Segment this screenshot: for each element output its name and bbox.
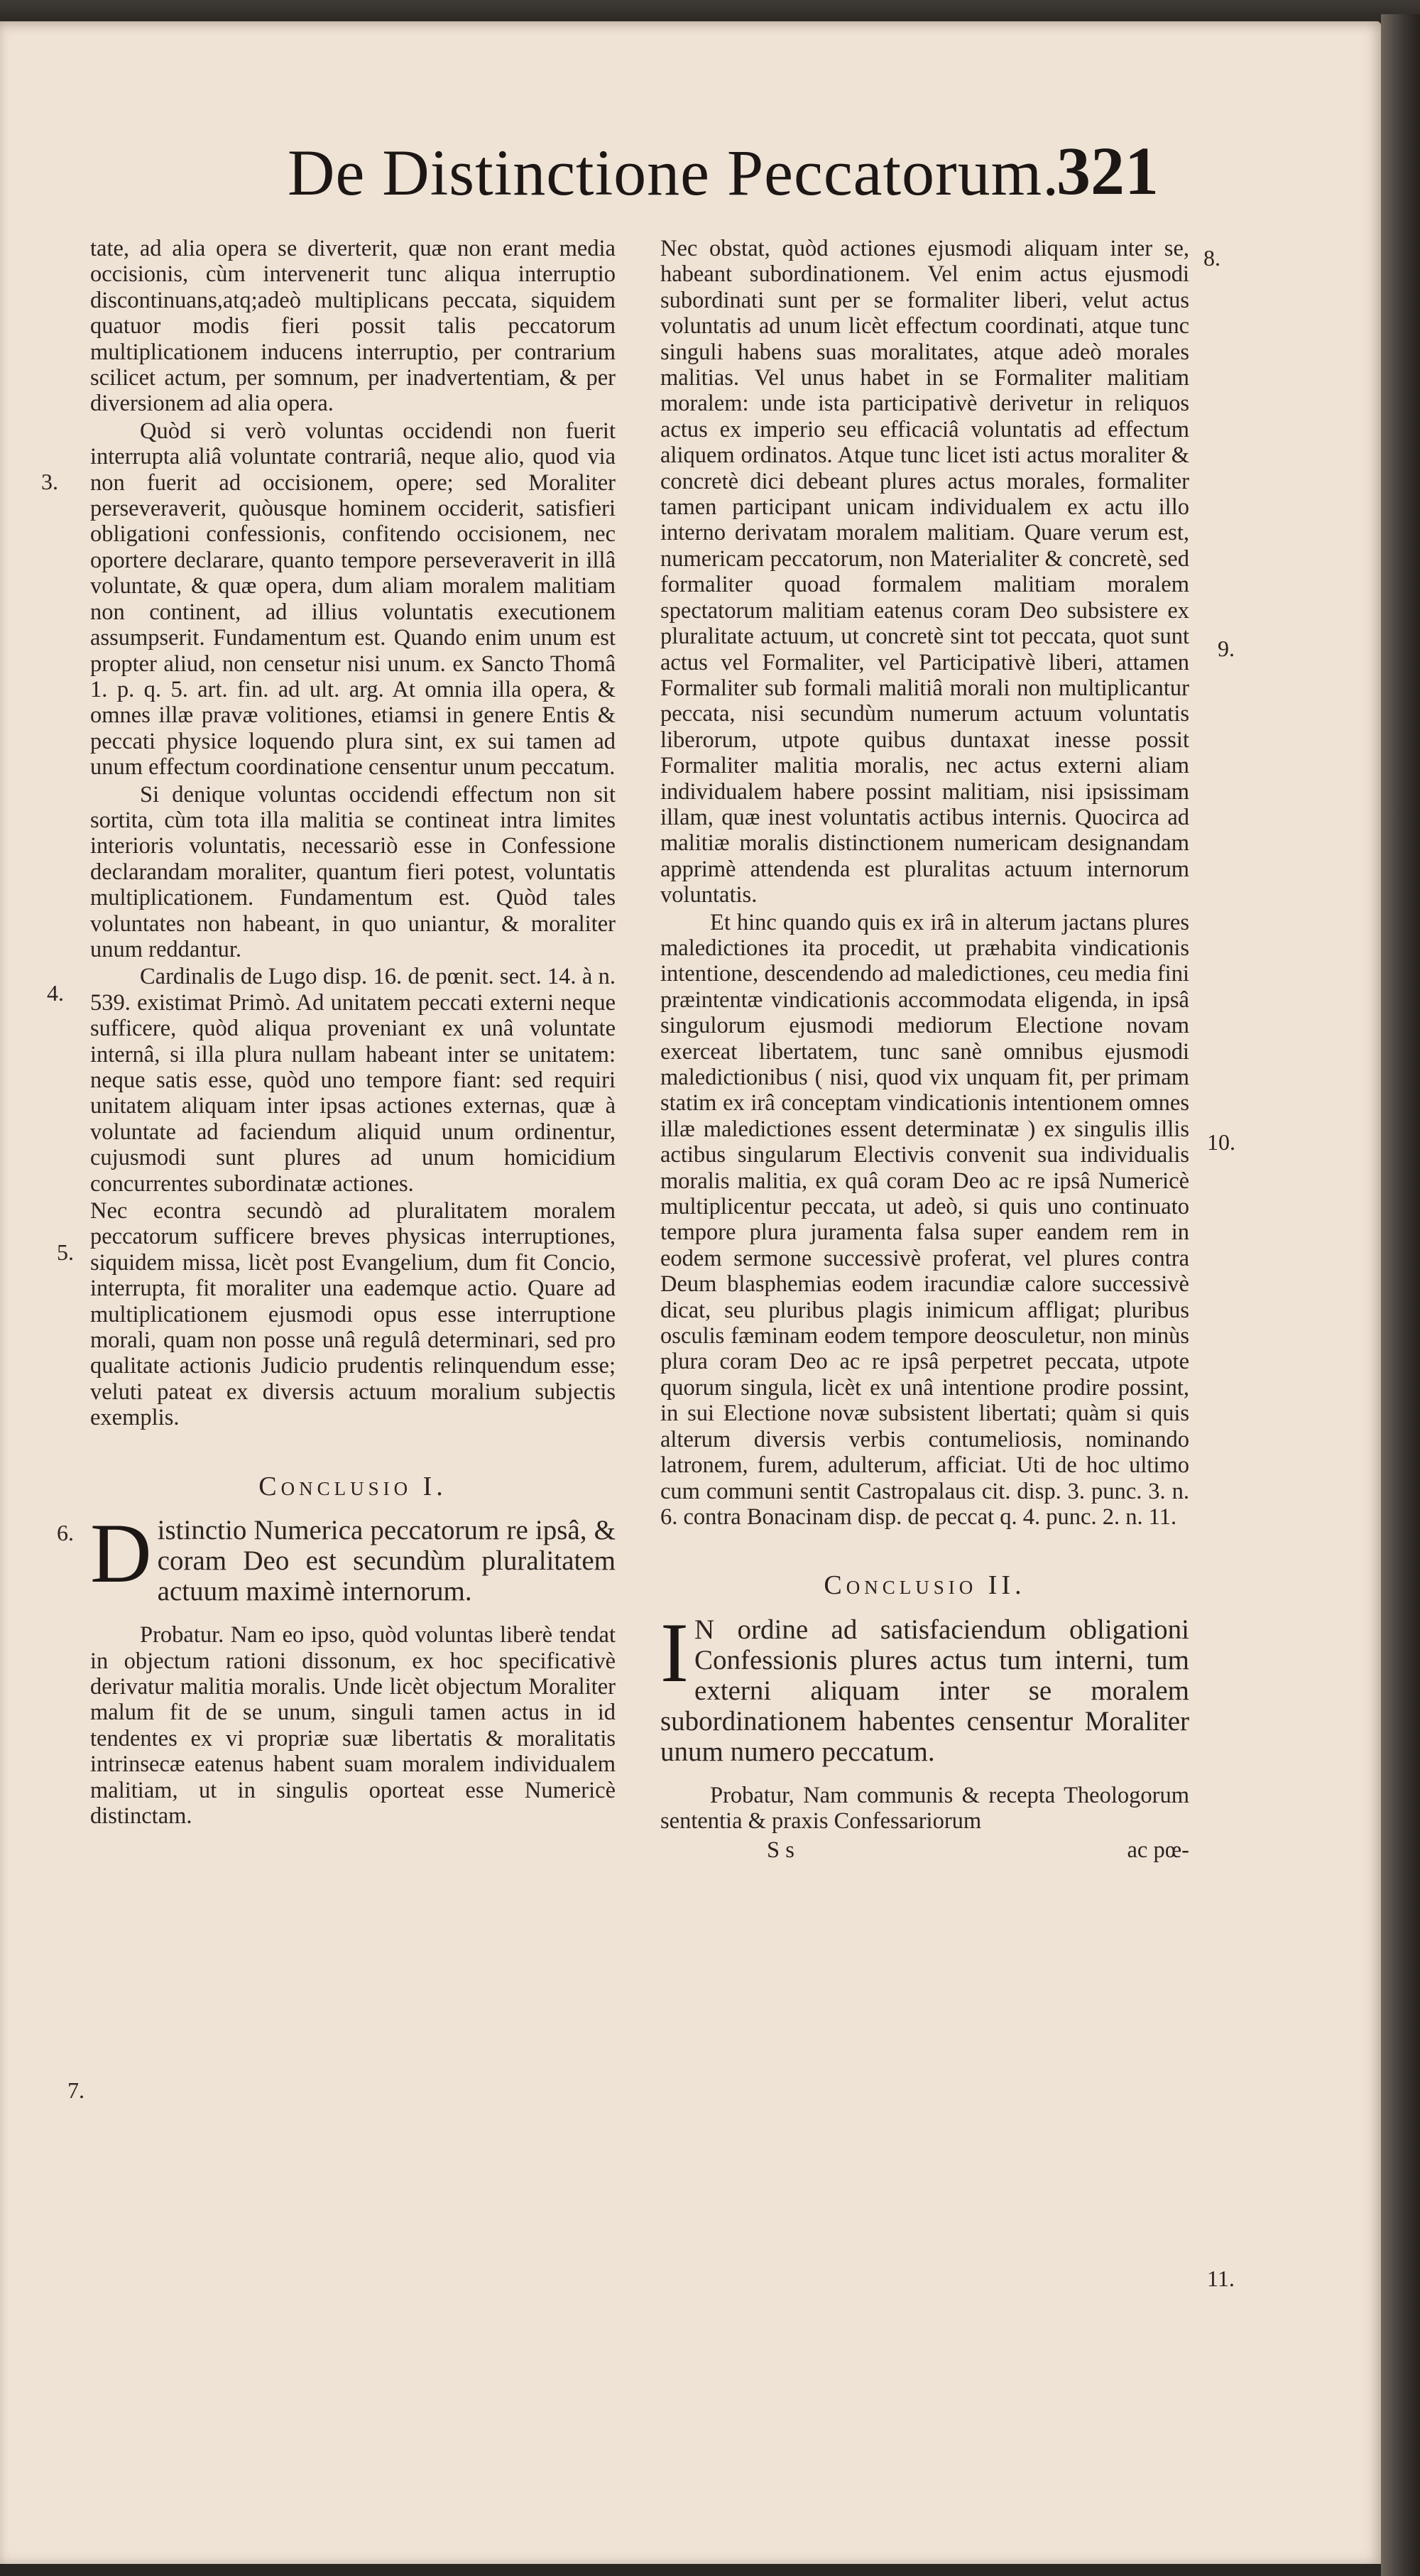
paragraph: Nec econtra secundò ad pluralitatem moralem peccatorum sufficere breves physicas interruptiones, siquidem missa, licèt post Evangelium, dum fit Concio, interrupta, fit moraliter una eademque actio. Quare ad multiplicationem ejusmodi opus esse interruptione morali, quam non posse unâ regulâ determinari, sed pro qualitate actionis Judicio prudentis relinquendum esse; veluti pateat ex diversis actuum moralium subjectis exemplis. <box>90 1198 616 1431</box>
right-text-column <box>660 236 1189 1863</box>
margin-number-5: 5. <box>57 1239 74 1265</box>
paragraph: tate, ad alia opera se diverterit, quæ non erant media occisionis, cùm intervenerit tunc aliqua interruptio discontinuans,atq;adeò multiplicans peccata, siquidem quatuor modis fieri possit talis peccatorum multiplicationem inducens interruptio, per contrarium scilicet actum, per somnum, per inadvertentiam, & per diversionem ad alia opera. <box>90 236 616 417</box>
signature-mark: S s <box>767 1837 794 1863</box>
left-text-column <box>90 236 616 1830</box>
margin-number-7: 7. <box>67 2077 84 2103</box>
running-title: De Distinctione Peccatorum. <box>288 136 1060 209</box>
footer-line <box>660 1837 1189 1863</box>
page-edge-shadow <box>1381 14 1420 2576</box>
conclusio-statement <box>660 1604 1189 1767</box>
paragraph: Et hinc quando quis ex irâ in alterum jactans plures maledictiones ita procedit, ut præhabita vindicationis intentione, descendendo ad maledictiones, ceu media fini præintentæ vindicationis accommodata eligenda, in ipsâ singulorum ejusmodi mediorum Electione novam exerceat libertatem, tunc sanè omnibus ejusmodi maledictionibus ( nisi, quod vix unquam fit, per primam statim ex irâ conceptam vindicationis intentionem omnes illæ maledictiones essent determinatæ ) ex singulis illis actibus singularum Electivis convenit sua individualis moralis malitia, ex quâ coram Deo ac re ipsâ Numericè multiplicentur peccata, ut adeò, si quis uno continuato tempore plura juramenta falsa super eandem rem in eodem sermone successivè proferat, vel plures contra Deum blasphemias eodem iracundiæ calore successivè dicat, seu pluribus plagis inimicum affligat; pluribus osculis fæminam eodem tempore deosculetur, non minùs plura coram Deo ac re ipsâ perpetret peccata, utpote quorum singula, licèt ex unâ intentione prodire possint, in sui Electione novæ subsistent libertati; quàm si quis alterum diversis verbis contumeliosis, nominando latronem, furem, adulterum, afficiat. Uti de hoc ultimo cum communi sentit Castropalaus cit. disp. 3. punc. 3. n. 6. contra Bonacinam disp. de peccat q. 4. punc. 2. n. 11. <box>660 909 1189 1530</box>
book-top-edge <box>0 0 1420 24</box>
conclusio-text: istinctio Numerica peccatorum re ipsâ, & coram Deo est secundùm pluralitatem actuum maximè internorum. <box>157 1515 616 1607</box>
margin-number-8: 8. <box>1203 245 1220 271</box>
drop-cap: I <box>660 1604 689 1700</box>
paragraph: Si denique voluntas occidendi effectum non sit sortita, cùm tota illa malitia se contineat intra limites interioris voluntatis, necessariò esse in Confessione declarandam moraliter, quantum fieri potest, voluntatis multiplicationem. Fundamentum est. Quòd tales voluntates non habeant, in quo uniantur, & moraliter unum reddantur. <box>90 781 616 962</box>
conclusio-statement <box>90 1506 616 1607</box>
margin-number-11: 11. <box>1207 2266 1235 2291</box>
catchword: ac pœ- <box>1127 1837 1189 1863</box>
paragraph: Nec obstat, quòd actiones ejusmodi aliquam inter se, habeant subordinationem. Vel enim actus ejusmodi subordinati sunt per se formaliter liberi, velut actus voluntatis ad unum licèt effectum coordinati, atque tunc singuli habens suas moralitates, atque adeò morales malitias. Vel unus habet in se Formaliter malitiam moralem: unde ista participativè derivetur in reliquos actus ex imperio seu efficaciâ voluntatis ad effectum aliquem ordinatos. Atque tunc licet isti actus moraliter & concretè dici debeant plures actus morales, formaliter tamen participant unicam individualem ex actu illo interno derivatam moralem malitiam. Quare verum est, numericam peccatorum, non Materialiter & concretè, sed formaliter quoad formalem malitiam moralem spectatorum malitiam eatenus coram Deo subsistere ex pluralitate actuum, ut concretè sint tot peccata, quot sunt actus vel Formaliter, vel Participativè liberi, attamen Formaliter sub formali malitiâ morali non multiplicantur peccata, nisi secundùm numerum actuum voluntatis liberorum, utpote quibus duntaxat inesse possit Formaliter malitia moralis, nec actus externi aliam individualem habere possint malitiam, nisi ipsissimam illam, quæ inest voluntatis actibus internis. Quocirca ad malitiæ moralis distinctionem numericam designandam apprimè attendenda est pluralitas actuum internorum voluntatis. <box>660 236 1189 908</box>
paragraph: Probatur. Nam eo ipso, quòd voluntas liberè tendat in objectum rationi dissonum, ex hoc specificativè derivatur malitia moralis. Unde licèt objectum Moraliter malum fit de se unum, singuli tamen actus in id tendentes ex vi propriæ suæ libertatis & moralitatis intrinsecæ eatenus habent suam moralem individualem malitiam, ut in singulis oporteat esse Numericè distinctam. <box>90 1622 616 1829</box>
margin-number-3: 3. <box>41 469 58 494</box>
margin-number-6: 6. <box>57 1520 74 1545</box>
margin-number-9: 9. <box>1218 636 1235 661</box>
conclusio-heading: Conclusio II. <box>824 1570 1026 1601</box>
margin-number-10: 10. <box>1207 1129 1235 1155</box>
conclusio-text: N ordine ad satisfaciendum obligationi Confessionis plures actus tum interni, tum externi aliquam inter se moralem subordinationem habentes censentur Moraliter unum numero peccatum. <box>660 1614 1189 1767</box>
paragraph: Quòd si verò voluntas occidendi non fuerit interrupta aliâ voluntate contrariâ, neque alio, quod via non fuerit ad occisionem, opere; sed Moraliter perseveraverit, quòusque hominem occiderit, satisfieri obligationi confessionis, confitendo occisionem, nec oportere declarare, quanto tempore perseveraverit in illâ voluntate, & quæ opera, dum aliam moralem malitiam non continent, ad illius voluntatis executionem assumpserit. Fundamentum est. Quando enim unum est propter aliud, non censetur nisi unum. ex Sancto Thomâ 1. p. q. 5. art. fin. ad ult. arg. At omnia illa opera, & omnes illæ pravæ volitiones, etiamsi in genere Entis & peccati physice loquendo plura sint, ex sui tamen ad unum effectum coordinatione censentur unum peccatum. <box>90 418 616 781</box>
drop-cap: D <box>90 1506 152 1601</box>
conclusio-heading: Conclusio I. <box>258 1471 447 1501</box>
paragraph: Probatur, Nam communis & recepta Theologorum sententia & praxis Confessariorum <box>660 1782 1189 1835</box>
paragraph: Cardinalis de Lugo disp. 16. de pœnit. sect. 14. à n. 539. existimat Primò. Ad unitatem peccati externi neque sufficere, quòd aliqua proveniant ex unâ voluntate internâ, si illa plura nullam habeant inter se unitatem: neque satis esse, quòd uno tempore fiant: sed requiri unitatem aliquam inter ipsas actiones externas, quæ à voluntate ad faciendum aliquid unum ordinentur, cujusmodi sunt plures ad unum homicidium concurrentes subordinatæ actiones. <box>90 964 616 1197</box>
page-number: 321 <box>1056 133 1159 209</box>
margin-number-4: 4. <box>47 980 64 1006</box>
